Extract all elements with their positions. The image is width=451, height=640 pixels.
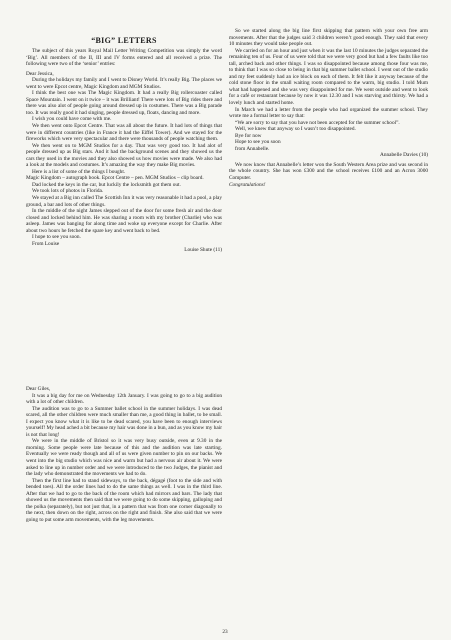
letter1-paragraph: I wish you could have come with me.	[32, 116, 112, 123]
continuation-paragraph: Hope to see you soon	[235, 139, 281, 146]
letter1-paragraph: I hope to see you soon.	[32, 234, 81, 241]
letter1-paragraph: We stayed at a Big inn called The Scottish Inn it was very reasonable it had a pool, a play ground, a bar and lots of other things.	[26, 195, 222, 208]
continuation-paragraph: “We are sorry to say that you have not been accepted for the summer school”.	[235, 119, 400, 126]
continuation-paragraph: from Annabelle.	[235, 145, 270, 152]
letter2-greeting: Dear Giles,	[26, 386, 51, 392]
letter2-paragraph: It was a big day for me on Wednesday 12th January. I was going to go to a big audition with a lot of other children.	[26, 392, 222, 406]
letter1-signature: Louise Shute (11)	[184, 247, 222, 254]
letter1-paragraph: I think the best one was The Magic Kingdom. It had a really Big rollercoaster called Space Mountain. I went on it twice – it was Brilliant! There were lots of Big rides there and there was also alot of people going around dressed up in costumes. There was a Big parade too. It was really good it had singing, people dressed up, floats, dancing and more.	[26, 90, 222, 116]
letter1-paragraph: We took lots of photos in Florida.	[32, 188, 104, 195]
left-column	[26, 36, 222, 254]
continuation-paragraph: Well, we knew that anyway so I wasn’t too disappointed.	[235, 126, 356, 133]
intro-paragraph: The subject of this years Royal Mail Letter Writing Competition was simply the word ‘Big’. All members of the II, III and IV forms entered and all received a prize. The following were two of the ‘senior’ entries:	[26, 48, 222, 68]
letter2-signature: Annabelle Davies (10)	[380, 152, 428, 159]
letter1-paragraph: Magic Kingdom – autograph book. Epcot Centre – pen. MGM Studios – clip board.	[26, 175, 204, 182]
letter1-paragraph: Dad locked the keys in the car, but luckily the locksmith got them out.	[32, 181, 181, 188]
bottom-left-column	[26, 386, 222, 523]
congratulations-text: Congratulations!	[229, 181, 266, 188]
right-column	[229, 28, 428, 188]
letter1-paragraph: Here is a list of some of the things I bought.	[32, 168, 126, 175]
letter1-paragraph: In the middle of the night James slepped out of the door for some fresh air and the door closed and locked behind him. He was sharing a room with my brother (Charlie) who was asleep. James was banging for along time and woke up everyone except for Charlie. After about two hours he fetched the spare key and went back to bed.	[26, 208, 222, 234]
letter2-paragraph: Then the first line had to stand sideways, to the back, dégagé (foot to the side and with bended toes). All the order lines had to do the same things as well. I was in the third line. After that we had to go to the back of the room which had mirrors and bars. The lady that showed us the movements then said that we were going to do some skipping, galloping and the polka (separately), but not just that, in a pattern that was from one corner diagonally to the next, then down on the right, across on the right and finish. She also said that we were going to put some arm movements, with the leg movements.	[26, 477, 222, 523]
letter2-paragraph: We were in the middle of Bristol so it was very busy outside, even at 9.30 in the morning. Some people were late because of this and the audition was late starting. Eventually we were ready though and all of us were given number to pin on our backs. We went into the big studio which was nice and warm but had a nervous air about it. We were asked to line up in number order and we were introduced to the two Judges, the pianist and the lady who demonstrated the movements we had to do.	[26, 438, 222, 478]
letter1-paragraph: From Louise	[32, 240, 60, 247]
continuation-paragraph: We carried on for an hour and just when it was the last 10 minutes the judges separated the remaining ten of us. Four of us were told that we were very good but had a few faults like too tall, arched back and other things. I was so disappointed because among those four was me, to think that I was so close to being in that big summer ballet school. I went out of the studio and my feet suddenly had an ice block on each of them. It felt like it anyway because of the cold stone floor in the small waiting room compared to the warm, big studio. I told Mum what had happened and she was very disappointed for me. We went outside and went to look for a café or restaurant because by now it was 12.30 and I was starving and thirsty. We had a lovely lunch and started home.	[229, 47, 428, 107]
closing-paragraph: We now know that Annabelle’s letter won the South Western Area prize and was second in the whole country. She has won £300 and the school receives £100 and an Acron 3000 Computer.	[229, 161, 428, 182]
page-number: 23	[222, 629, 228, 635]
letter1-paragraph: During the holidays my family and I went to Disney World. It’s really Big. The places we went to were Epcot centre, Magic Kingdom and MGM Studios.	[26, 77, 222, 90]
letter1-paragraph: We then went on to MGM Studios for a day. That was very good too. It had alot of people dressed up as Big stars. And it had the background scenes and they showed us the cars they used in the movies and they also showed us how movies were made. We also had a look at the models and costumes. It’s amazing the way they make Big movies.	[26, 142, 222, 169]
article-title: “BIG” LETTERS	[91, 36, 157, 45]
continuation-paragraph: So we started along the big line first skipping that pattern with your own free arm movements. After that the judges said 3 children weren’t good enough. They said that every 10 minutes they would take people out.	[229, 28, 428, 48]
continuation-paragraph: Bye for now	[235, 132, 262, 139]
continuation-paragraph: In March we had a letter from the people who had organized the summer school. They wrote me a formal letter to say that:	[229, 106, 428, 120]
letter1-paragraph: We then went onto Epcot Centre. That was all about the future. It had lots of things that were in different countries (like in France it had the Eiffel Tower). And we stayed for the fireworks which were very spectacular and there were thousands of people watching them.	[26, 123, 222, 143]
letter2-paragraph: The audition was to go to a Summer ballet school in the summer holidays. I was dead scared, all the other children were much smaller than me, a good thing in ballet, to be small. I expect you know what it is like to be dead scared, you have been to enough interviews yourself! My head ached a bit because my hair was done in a bun, and as you know my hair is not that long!	[26, 405, 222, 438]
letter1-greeting: Dear Jessica,	[26, 70, 54, 77]
